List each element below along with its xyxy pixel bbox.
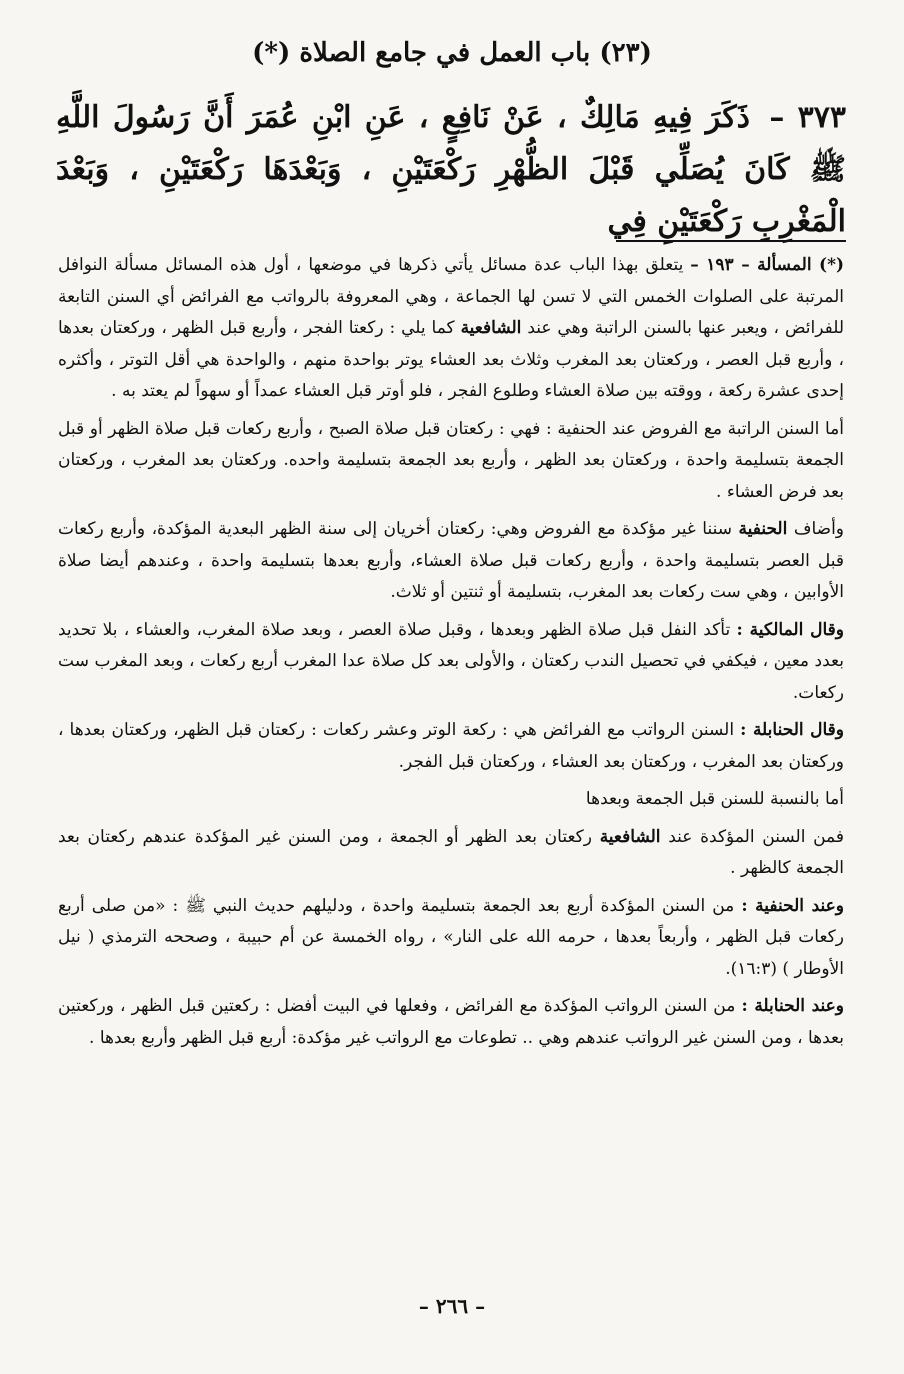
hadith-body: ذَكَرَ فِيهِ مَالِكٌ ، عَنْ نَافِعٍ ، عَنِ ابْنِ عُمَرَ أَنَّ رَسُولَ اللَّهِ ﷺ كَانَ يُصَلِّي قَبْلَ الظُّهْرِ رَكْعَتَيْنِ ، وَبَعْدَهَا رَكْعَتَيْنِ ، وَبَعْدَ الْمَغْرِبِ رَكْعَتَيْنِ فِي bbox=[56, 100, 846, 239]
page-number: – ٢٦٦ – bbox=[418, 1294, 486, 1318]
hadith-text bbox=[56, 92, 846, 248]
school-name: الحنفية bbox=[738, 519, 788, 539]
school-name: الشافعية bbox=[599, 826, 661, 847]
footnote-paragraph-4: وقال المالكية : تأكد النفل قبل صلاة الظهر وبعدها ، وقبل صلاة العصر ، وبعد صلاة المغرب، والعشاء ، بلا تحديد بعدد معين ، فيكفي في تحصيل الندب ركعتان ، والأولى بعد كل صلاة عدا المغرب أربع ركعات ، وبعد المغرب ست ركعات. bbox=[58, 619, 845, 703]
school-label: وقال الحنابلة : bbox=[740, 720, 845, 740]
footnote-paragraph-3: وأضاف الحنفية سننا غير مؤكدة مع الفروض وهي: ركعتان أخريان إلى سنة الظهر البعدية المؤكدة، وأربع ركعات قبل العصر بتسليمة واحدة ، وأربع ركعات قبل صلاة العشاء، وأربع بعدها بتسليمة واحدة ، وعندهم أيضا صلاة الأوابين ، وهي ست ركعات بعد المغرب، بتسليمة أو ثنتين أو ثلاث. bbox=[58, 519, 844, 602]
school-label: وعند الحنفية : bbox=[741, 895, 844, 916]
footnote-paragraph-9: وعند الحنابلة : من السنن الرواتب المؤكدة مع الفرائض ، وفعلها في البيت أفضل : ركعتين قبل الظهر ، وركعتين بعدها ، ومن السنن غير الرواتب عندهم وهي .. تطوعات مع الرواتب غير مؤكدة: أربع قبل الظهر وأربع بعدها . bbox=[58, 996, 844, 1048]
footnote-paragraph-6: أما بالنسبة للسنن قبل الجمعة وبعدها bbox=[585, 789, 844, 809]
issue-label: (*) المسألة – ١٩٣ – bbox=[690, 255, 845, 275]
footnote-paragraph-5: وقال الحنابلة : السنن الرواتب مع الفرائض هي : ركعة الوتر وعشر ركعات : ركعتان قبل الظهر، وركعتان بعدها ، وركعتان بعد المغرب ، وركعتان بعد العشاء ، وركعتان قبل الفجر. bbox=[58, 720, 845, 772]
chapter-title: (٢٣) باب العمل في جامع الصلاة (*) bbox=[252, 38, 652, 68]
school-label: وقال المالكية : bbox=[736, 619, 845, 640]
footnote-paragraph-1: (*) المسألة – ١٩٣ – يتعلق بهذا الباب عدة مسائل يأتي ذكرها في موضعها ، أول هذه المسائل مسألة النوافل المرتبة على الصلوات الخمس التي لا تسن لها الجماعة ، وهي المعروفة بالرواتب مع الفرائض أي السنن التابعة للفرائض ، ويعبر عنها بالسنن الراتبة وهي عند الشافعية كما يلي : ركعتا الفجر ، وأربع قبل الظهر ، وركعتان بعدها ، وأربع قبل العصر ، وركعتان بعد المغرب وثلاث بعد العشاء يوتر بواحدة منهم ، والواحدة هي أقل التوتر ، وأكثره إحدى عشرة ركعة ، ووقته بين صلاة العشاء وطلوع الفجر ، فلو أوتر قبل العشاء عمداً أو سهواً لم يعتد به . bbox=[58, 255, 845, 401]
school-name: الشافعية bbox=[460, 318, 522, 338]
hadith-number: ٣٧٣ – bbox=[769, 100, 847, 135]
footnote-separator bbox=[616, 240, 846, 242]
footnote-paragraph-7: فمن السنن المؤكدة عند الشافعية ركعتان بعد الظهر أو الجمعة ، ومن السنن غير المؤكدة عندهم ركعتان بعد الجمعة كالظهر . bbox=[58, 826, 845, 878]
footnote bbox=[58, 250, 844, 1060]
footnote-paragraph-2: أما السنن الراتبة مع الفروض عند الحنفية : فهي : ركعتان قبل صلاة الصبح ، وأربع ركعات قبل صلاة الظهر أو قبل الجمعة بتسليمة واحدة ، وركعتان بعد الظهر ، وأربع بعد الجمعة بتسليمة واحده. وركعتان بعد المغرب ، وركعتان بعد فرض العشاء . bbox=[58, 418, 844, 502]
school-label: وعند الحنابلة : bbox=[741, 996, 844, 1016]
footnote-paragraph-8: وعند الحنفية : من السنن المؤكدة أربع بعد الجمعة بتسليمة واحدة ، ودليلهم حديث النبي ﷺ : «من صلى أربع ركعات قبل الظهر ، وأربعاً بعدها ، حرمه الله على النار» ، رواه الخمسة عن أم حبيبة ، وصححه الترمذي ( نيل الأوطار ) (١٦:٣). bbox=[58, 895, 844, 979]
